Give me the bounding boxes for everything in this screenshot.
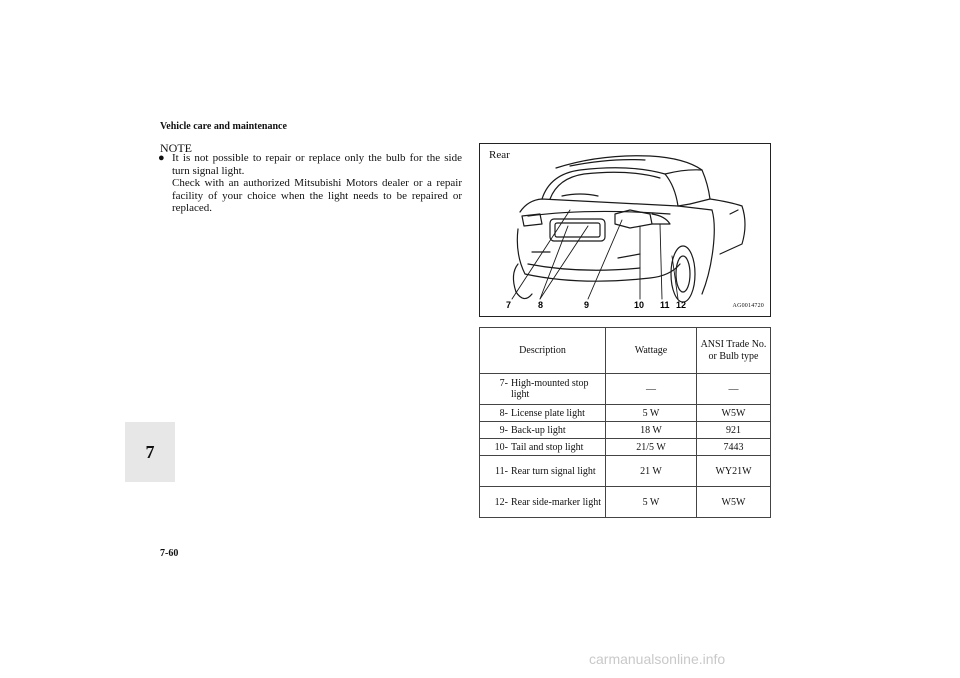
callout-7: 7 xyxy=(506,300,512,310)
desc-cell xyxy=(480,405,606,422)
wattage-cell: — xyxy=(606,374,697,405)
table-row xyxy=(480,422,771,439)
desc-cell xyxy=(480,422,606,439)
item-number: 7- xyxy=(499,378,508,389)
page-header-title: Vehicle care and maintenance xyxy=(160,121,287,132)
watermark: carmanualsonline.info xyxy=(589,651,726,667)
wattage-cell: 18 W xyxy=(606,422,697,439)
table-row xyxy=(480,439,771,456)
item-description: Tail and stop light xyxy=(511,441,584,453)
ansi-cell: 7443 xyxy=(697,439,771,456)
item-description: High-mounted stop light xyxy=(511,378,589,400)
desc-cell xyxy=(480,456,606,487)
callout-10: 10 xyxy=(634,300,645,310)
table-row xyxy=(480,487,771,518)
header-ansi: ANSI Trade No. or Bulb type xyxy=(697,328,771,374)
desc-cell xyxy=(480,439,606,456)
rear-lights-figure xyxy=(479,143,771,317)
page-number: 7-60 xyxy=(160,548,179,559)
wattage-cell: 21 W xyxy=(606,456,697,487)
item-number: 9- xyxy=(499,424,508,436)
item-description: License plate light xyxy=(511,407,585,419)
item-description: Rear side-marker light xyxy=(511,496,601,508)
item-description: Rear turn signal light xyxy=(511,465,596,477)
callout-9: 9 xyxy=(584,300,590,310)
table-header-row xyxy=(480,328,771,374)
wattage-cell: 5 W xyxy=(606,405,697,422)
figure-label: Rear xyxy=(489,149,510,161)
callout-11: 11 xyxy=(660,300,670,310)
header-wattage: Wattage xyxy=(606,328,697,374)
note-heading: NOTE xyxy=(160,141,192,155)
bulb-spec-table xyxy=(479,327,771,518)
wattage-cell: 5 W xyxy=(606,487,697,518)
table-row xyxy=(480,456,771,487)
item-number: 10- xyxy=(494,441,508,453)
figure-code: AG0014720 xyxy=(732,303,764,309)
item-number: 8- xyxy=(499,407,508,419)
ansi-cell: WY21W xyxy=(697,456,771,487)
ansi-cell: W5W xyxy=(697,405,771,422)
ansi-cell: 921 xyxy=(697,422,771,439)
ansi-cell: — xyxy=(697,374,771,405)
ansi-cell: W5W xyxy=(697,487,771,518)
item-number: 11- xyxy=(495,465,508,477)
callout-12: 12 xyxy=(676,300,687,310)
callout-8: 8 xyxy=(538,300,544,310)
table-row xyxy=(480,374,771,405)
wattage-cell: 21/5 W xyxy=(606,439,697,456)
table-row xyxy=(480,405,771,422)
note-paragraph: Check with an authorized Mitsubishi Motors dealer or a repair facility of your choice when the light needs to be repaired or replaced. xyxy=(172,177,462,215)
bullet-icon: ● xyxy=(158,152,165,164)
header-description: Description xyxy=(480,328,606,374)
desc-cell xyxy=(480,487,606,518)
item-description: Back-up light xyxy=(511,424,566,436)
chapter-tab xyxy=(125,422,175,482)
chapter-number: 7 xyxy=(145,441,155,462)
note-paragraph: It is not possible to repair or replace only the bulb for the side turn signal light. xyxy=(172,152,462,177)
car-rear-illustration xyxy=(480,144,770,316)
item-number: 12- xyxy=(494,496,508,508)
desc-cell xyxy=(480,374,606,405)
note-body xyxy=(158,152,462,215)
